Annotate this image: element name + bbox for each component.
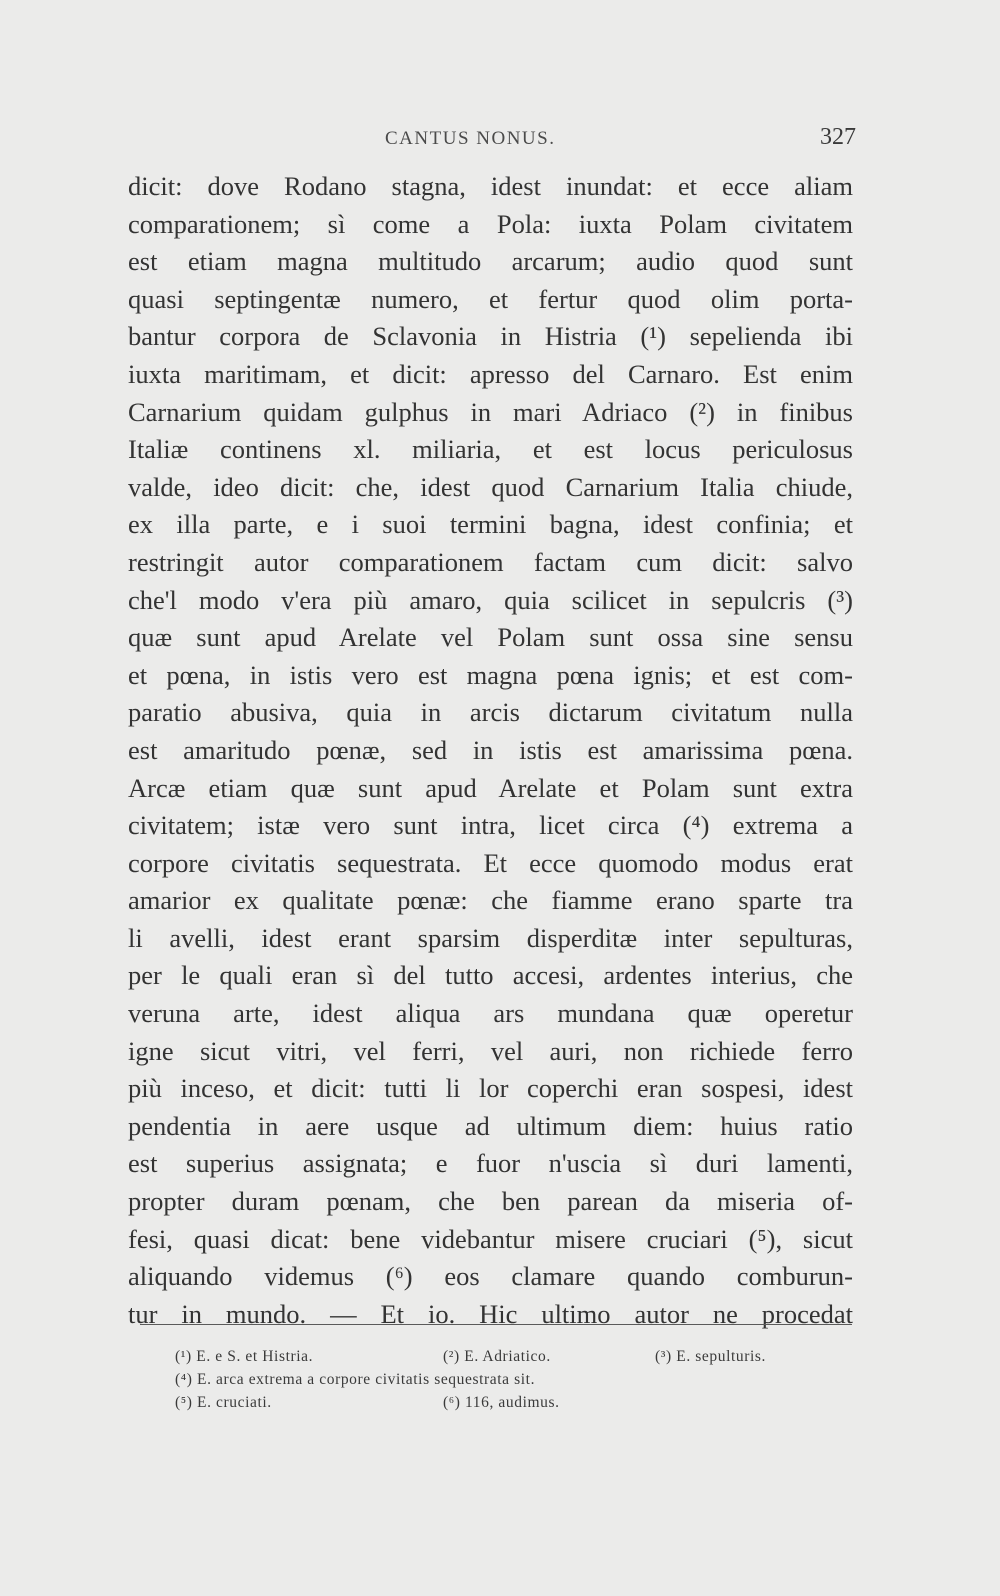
text-line: quasi septingentæ numero, et fertur quod olim porta- <box>128 283 853 314</box>
page-number: 327 <box>820 124 856 150</box>
text-line: corpore civitatis sequestrata. Et ecce quomodo modus erat <box>128 847 853 878</box>
text-line: Carnarium quidam gulphus in mari Adriaco (²) in finibus <box>128 396 853 427</box>
text-line: iuxta maritimam, et dicit: apresso del Carnaro. Est enim <box>128 358 853 389</box>
text-line: veruna arte, idest aliqua ars mundana quæ operetur <box>128 998 853 1029</box>
text-line: comparationem; sì come a Pola: iuxta Polam civitatem <box>128 208 853 239</box>
footnote-6: (⁶) 116, audimus. <box>443 1394 560 1411</box>
footnote-3: (³) E. sepulturis. <box>655 1348 767 1365</box>
running-head <box>0 124 1000 158</box>
text-line: bantur corpora de Sclavonia in Histria (¹) sepelienda ibi <box>128 321 853 352</box>
text-line: fesi, quasi dicat: bene videbantur misere cruciari (⁵), sicut <box>128 1223 853 1254</box>
footnote-row <box>175 1345 835 1368</box>
text-line: igne sicut vitri, vel ferri, vel auri, non richiede ferro <box>128 1035 853 1066</box>
text-line: aliquando videmus (⁶) eos clamare quando comburun- <box>128 1261 853 1292</box>
text-line: propter duram pœnam, che ben parean da miseria of- <box>128 1186 853 1217</box>
footnote-divider <box>140 1324 852 1325</box>
text-line: est etiam magna multitudo arcarum; audio quod sunt <box>128 246 853 277</box>
text-line: tur in mundo. — Et io. Hic ultimo autor ne procedat <box>128 1298 853 1329</box>
text-line: est amaritudo pœnæ, sed in istis est amarissima pœna. <box>128 734 853 765</box>
footnote-row <box>175 1391 835 1414</box>
text-line: li avelli, idest erant sparsim disperditæ inter sepulturas, <box>128 922 853 953</box>
text-line: per le quali eran sì del tutto accesi, ardentes interius, che <box>128 960 853 991</box>
text-line: civitatem; istæ vero sunt intra, licet circa (⁴) extrema a <box>128 810 853 841</box>
footnotes <box>175 1345 835 1414</box>
text-line: paratio abusiva, quia in arcis dictarum civitatum nulla <box>128 697 853 728</box>
text-line: ex illa parte, e i suoi termini bagna, idest confinia; et <box>128 509 853 540</box>
text-line: pendentia in aere usque ad ultimum diem: huius ratio <box>128 1110 853 1141</box>
footnote-2: (²) E. Adriatico. <box>443 1348 551 1365</box>
body-text <box>128 168 853 1333</box>
footnote-row <box>175 1368 835 1391</box>
text-line: più inceso, et dicit: tutti li lor coperchi eran sospesi, idest <box>128 1073 853 1104</box>
running-title: CANTUS NONUS. <box>385 128 556 149</box>
footnote-5: (⁵) E. cruciati. <box>175 1394 272 1411</box>
text-line: dicit: dove Rodano stagna, idest inundat: et ecce aliam <box>128 171 853 201</box>
text-line: amarior ex qualitate pœnæ: che fiamme erano sparte tra <box>128 885 853 916</box>
text-line: et pœna, in istis vero est magna pœna ignis; et est com- <box>128 659 853 690</box>
footnote-4: (⁴) E. arca extrema a corpore civitatis sequestrata sit. <box>175 1371 536 1388</box>
text-line: valde, ideo dicit: che, idest quod Carnarium Italia chiude, <box>128 471 853 502</box>
text-line: restringit autor comparationem factam cum dicit: salvo <box>128 546 853 577</box>
footnote-1: (¹) E. e S. et Histria. <box>175 1348 314 1365</box>
text-line: est superius assignata; e fuor n'uscia sì duri lamenti, <box>128 1148 853 1179</box>
text-line: Italiæ continens xl. miliaria, et est locus periculosus <box>128 434 853 465</box>
text-line: che'l modo v'era più amaro, quia scilicet in sepulcris (³) <box>128 584 853 615</box>
text-line: Arcæ etiam quæ sunt apud Arelate et Polam sunt extra <box>128 772 853 803</box>
text-line: quæ sunt apud Arelate vel Polam sunt ossa sine sensu <box>128 622 853 653</box>
